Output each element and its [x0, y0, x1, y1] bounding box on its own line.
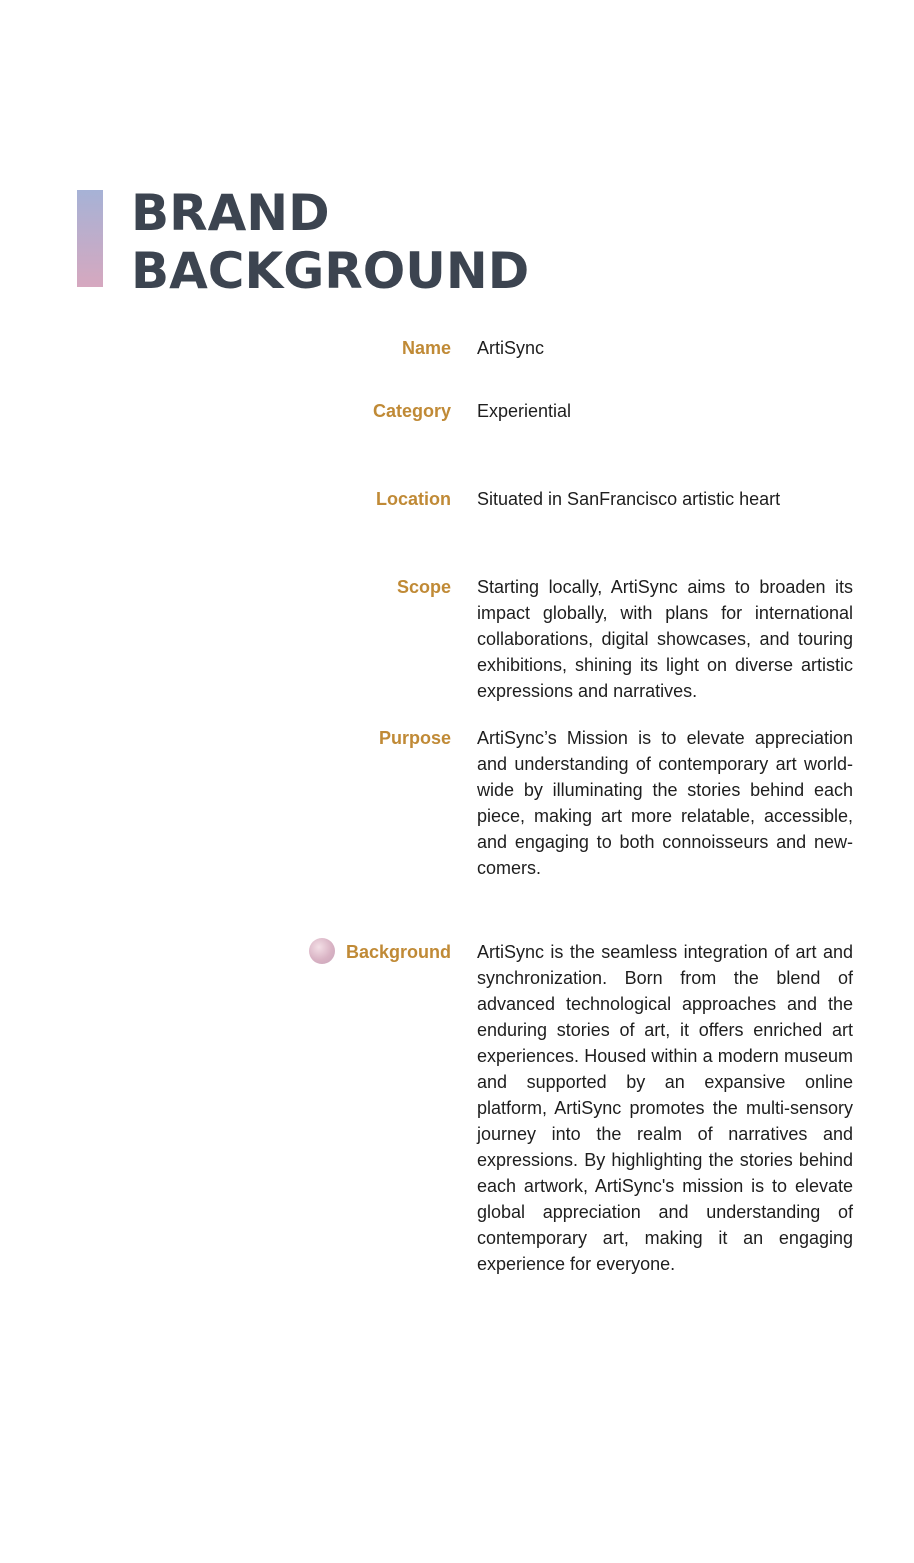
name-value: ArtiSync: [477, 338, 545, 358]
purpose-label: Purpose: [378, 728, 451, 748]
category-value: Experiential: [477, 401, 572, 421]
purpose-value: ArtiSync’s Mission is to elevate appreciation and understanding of contemporary art world-wide by illuminating the stories behind each piece, making art more relatable, accessible, and engaging to both connoisseurs and new-comers.: [477, 728, 853, 878]
background-label: Background: [345, 942, 451, 962]
category-label: Category: [372, 401, 451, 421]
title-accent-bar: [77, 190, 103, 287]
scope-label: Scope: [396, 577, 451, 597]
background-value: ArtiSync is the seamless integration of art and synchronization. Born from the blend of advanced technological approaches and the enduring stories of art, it offers enriched art experiences. Housed within a modern museum and supported by an expansive online platform, ArtiSync promotes the multi-sensory journey into the realm of narratives and expressions. By highlighting the stories behind each artwork, ArtiSync's mission is to elevate global appreciation and understanding of contemporary art, making it an engaging experience for everyone.: [477, 942, 853, 1274]
page-title: [131, 184, 529, 300]
name-label: Name: [401, 338, 451, 358]
location-value: Situated in SanFrancisco artistic heart: [477, 489, 781, 509]
location-label: Location: [376, 489, 451, 509]
background-marker-icon: [309, 938, 335, 964]
page-title-line-2: BACKGROUND: [131, 242, 530, 300]
scope-value: Starting locally, ArtiSync aims to broaden its impact globally, with plans for international collaborations, digital showcases, and touring exhibitions, shining its light on diverse artistic expressions and narratives.: [477, 577, 853, 701]
page-title-line-1: BRAND: [131, 184, 330, 242]
